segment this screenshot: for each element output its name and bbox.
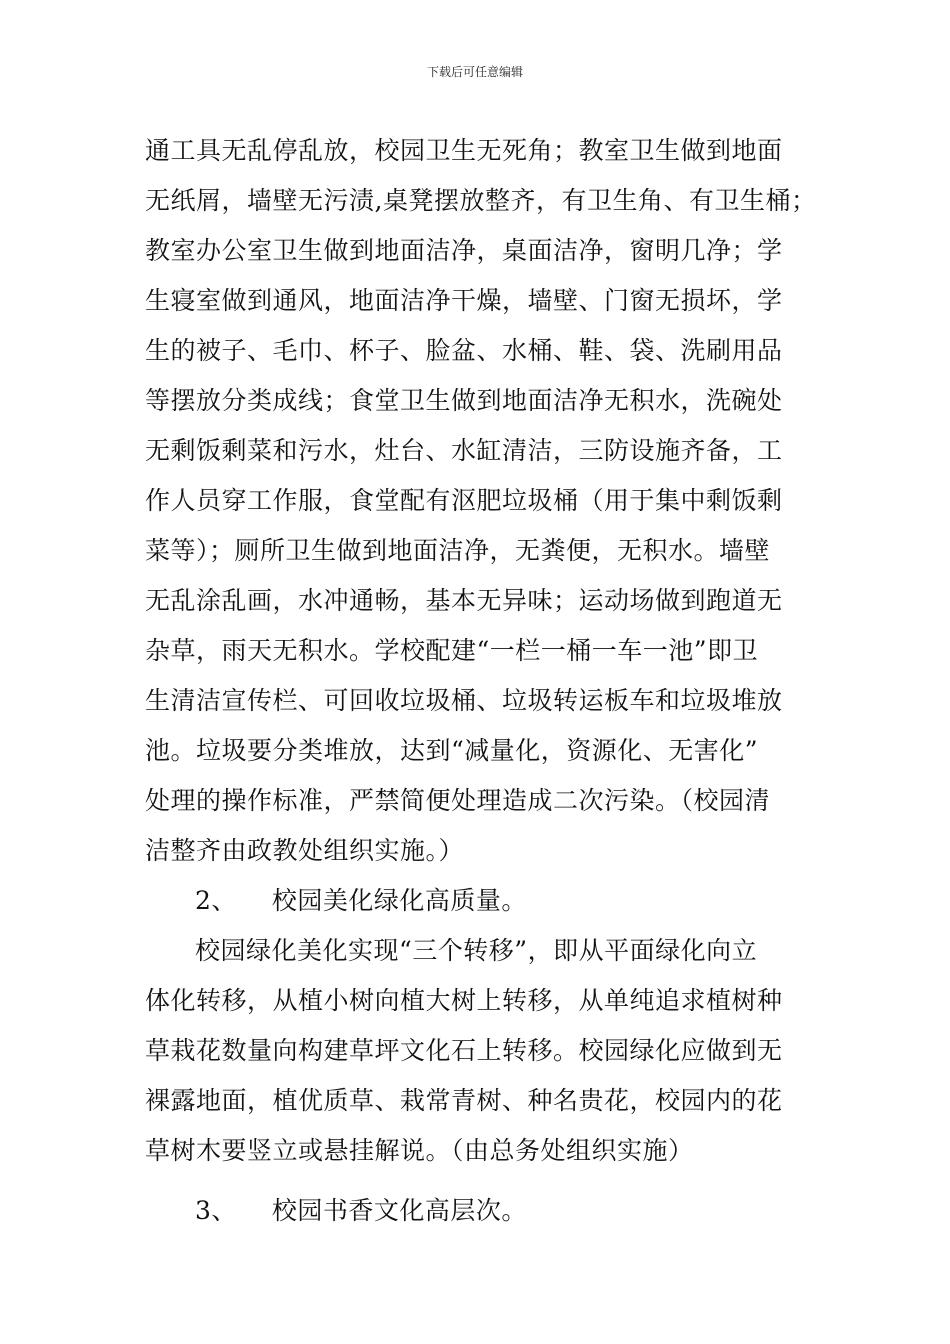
- section-number: 3、: [195, 1196, 237, 1225]
- paragraph-line: 作人员穿工作服，食堂配有沤肥垃圾桶（用于集中剩饭剩: [145, 486, 783, 515]
- paragraph-line: 杂草，雨天无积水。学校配建“一栏一桶一车一池”即卫: [145, 636, 759, 665]
- paragraph-line: 池。垃圾要分类堆放，达到“减量化，资源化、无害化”: [145, 736, 759, 765]
- paragraph-line: 处理的操作标准，严禁简便处理造成二次污染。（校园清: [145, 786, 771, 815]
- paragraph-line: 裸露地面，植优质草、栽常青树、种名贵花，校园内的花: [145, 1086, 783, 1115]
- paragraph-line: 草树木要竖立或悬挂解说。（由总务处组织实施）: [145, 1136, 694, 1165]
- paragraph-line: 通工具无乱停乱放，校园卫生无死角；教室卫生做到地面: [145, 136, 783, 165]
- paragraph-line: 教室办公室卫生做到地面洁净，桌面洁净，窗明几净；学: [145, 236, 783, 265]
- paragraph-line: 等摆放分类成线；食堂卫生做到地面洁净无积水，洗碗处: [145, 386, 783, 415]
- paragraph-line: 草栽花数量向构建草坪文化石上转移。校园绿化应做到无: [145, 1036, 783, 1065]
- section-number: 2、: [195, 886, 237, 915]
- section-title: 校园书香文化高层次。: [271, 1196, 527, 1225]
- paragraph-line: 生清洁宣传栏、可回收垃圾桶、垃圾转运板车和垃圾堆放: [145, 686, 783, 715]
- paragraph-line: 生的被子、毛巾、杯子、脸盆、水桶、鞋、袋、洗刷用品: [145, 336, 783, 365]
- paragraph-line: 菜等）；厕所卫生做到地面洁净，无粪便，无积水。墙壁: [145, 536, 771, 565]
- paragraph-line: 洁整齐由政教处组织实施。）: [145, 836, 465, 865]
- section-title: 校园美化绿化高质量。: [271, 886, 527, 915]
- paragraph-line: 生寝室做到通风，地面洁净干燥，墙壁、门窗无损坏，学: [145, 286, 783, 315]
- paragraph-campus-hygiene: [145, 126, 825, 876]
- section-heading-2: [145, 876, 825, 926]
- section-heading-3: [145, 1186, 825, 1236]
- paragraph-line: 无乱涂乱画，水冲通畅，基本无异味；运动场做到跑道无: [145, 586, 783, 615]
- document-body: [145, 126, 825, 1236]
- paragraph-campus-greening: [145, 926, 825, 1176]
- paragraph-line: 体化转移，从植小树向植大树上转移，从单纯追求植树种: [145, 986, 783, 1015]
- paragraph-line: 校园绿化美化实现“三个转移”，即从平面绿化向立: [195, 936, 758, 965]
- paragraph-line: 无剩饭剩菜和污水，灶台、水缸清洁，三防设施齐备，工: [145, 436, 783, 465]
- page-header-note: 下载后可任意编辑: [426, 65, 523, 79]
- paragraph-spacer: [145, 1176, 825, 1186]
- paragraph-line: 无纸屑，墙壁无污渍,桌凳摆放整齐，有卫生角、有卫生桶；: [145, 186, 817, 215]
